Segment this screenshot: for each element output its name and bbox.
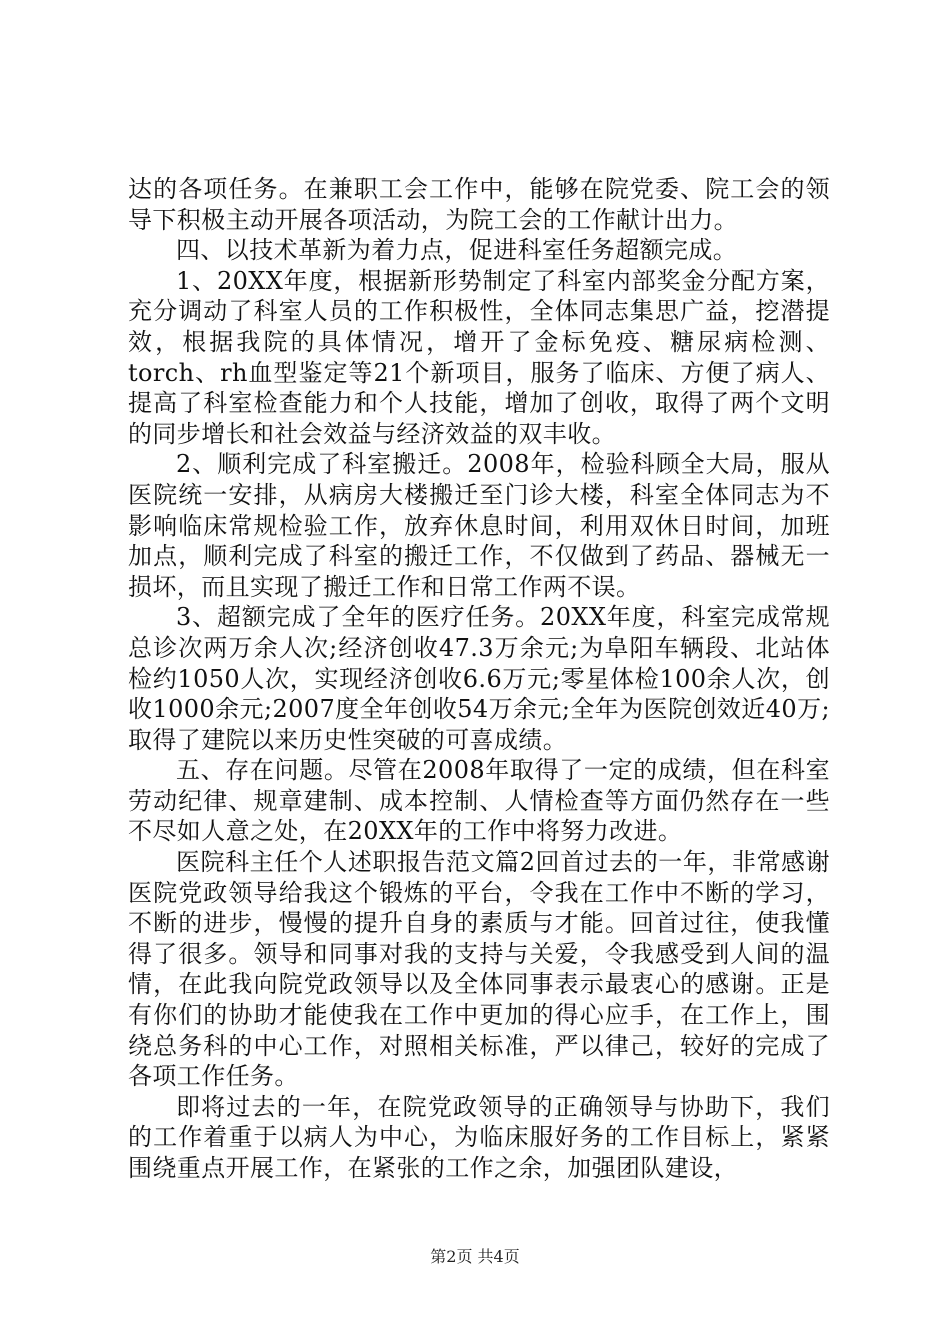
paragraph-3: 1、20XX年度，根据新形势制定了科室内部奖金分配方案，充分调动了科室人员的工作积极性，全体同志集思广益，挖潜提效，根据我院的具体情况，增开了金标免疫、糖尿病检测、torch、rh血型鉴定等21个新项目，服务了临床、方便了病人、提高了科室检查能力和个人技能，增加了创收，取得了两个文明的同步增长和社会效益与经济效益的双丰收。 [128,266,830,448]
page-footer: 第2页 共4页 [430,1247,520,1266]
document-body [128,174,830,1184]
paragraph-2: 四、以技术革新为着力点，促进科室任务超额完成。 [176,236,738,265]
paragraph-5: 3、超额完成了全年的医疗任务。20XX年度，科室完成常规总诊次两万余人次;经济创收47.3万余元;为阜阳车辆段、北站体检约1050人次，实现经济创收6.6万元;零星体检100余人次，创收1000余元;2007度全年创收54万余元;全年为医院创效近40万;取得了建院以来历史性突破的可喜成绩。 [128,603,830,754]
paragraph-7: 医院科主任个人述职报告范文篇2回首过去的一年，非常感谢医院党政领导给我这个锻炼的平台，令我在工作中不断的学习，不断的进步，慢慢的提升自身的素质与才能。回首过往，使我懂得了很多。领导和同事对我的支持与关爱，令我感受到人间的温情，在此我向院党政领导以及全体同事表示最衷心的感谢。正是有你们的协助才能使我在工作中更加的得心应手，在工作上，围绕总务科的中心工作，对照相关标准，严以律己，较好的完成了各项工作任务。 [128,848,830,1091]
paragraph-6: 五、存在问题。尽管在2008年取得了一定的成绩，但在科室劳动纪律、规章建制、成本控制、人情检查等方面仍然存在一些不尽如人意之处，在20XX年的工作中将努力改进。 [128,756,830,846]
paragraph-4: 2、顺利完成了科室搬迁。2008年，检验科顾全大局，服从医院统一安排，从病房大楼搬迁至门诊大楼，科室全体同志为不影响临床常规检验工作，放弃休息时间，利用双休日时间，加班加点，顺利完成了科室的搬迁工作，不仅做到了药品、器械无一损坏，而且实现了搬迁工作和日常工作两不误。 [128,450,830,601]
paragraph-1: 达的各项任务。在兼职工会工作中，能够在院党委、院工会的领导下积极主动开展各项活动，为院工会的工作献计出力。 [128,175,830,234]
paragraph-8: 即将过去的一年，在院党政领导的正确领导与协助下，我们的工作着重于以病人为中心，为临床服好务的工作目标上，紧紧围绕重点开展工作，在紧张的工作之余，加强团队建设， [128,1092,830,1182]
